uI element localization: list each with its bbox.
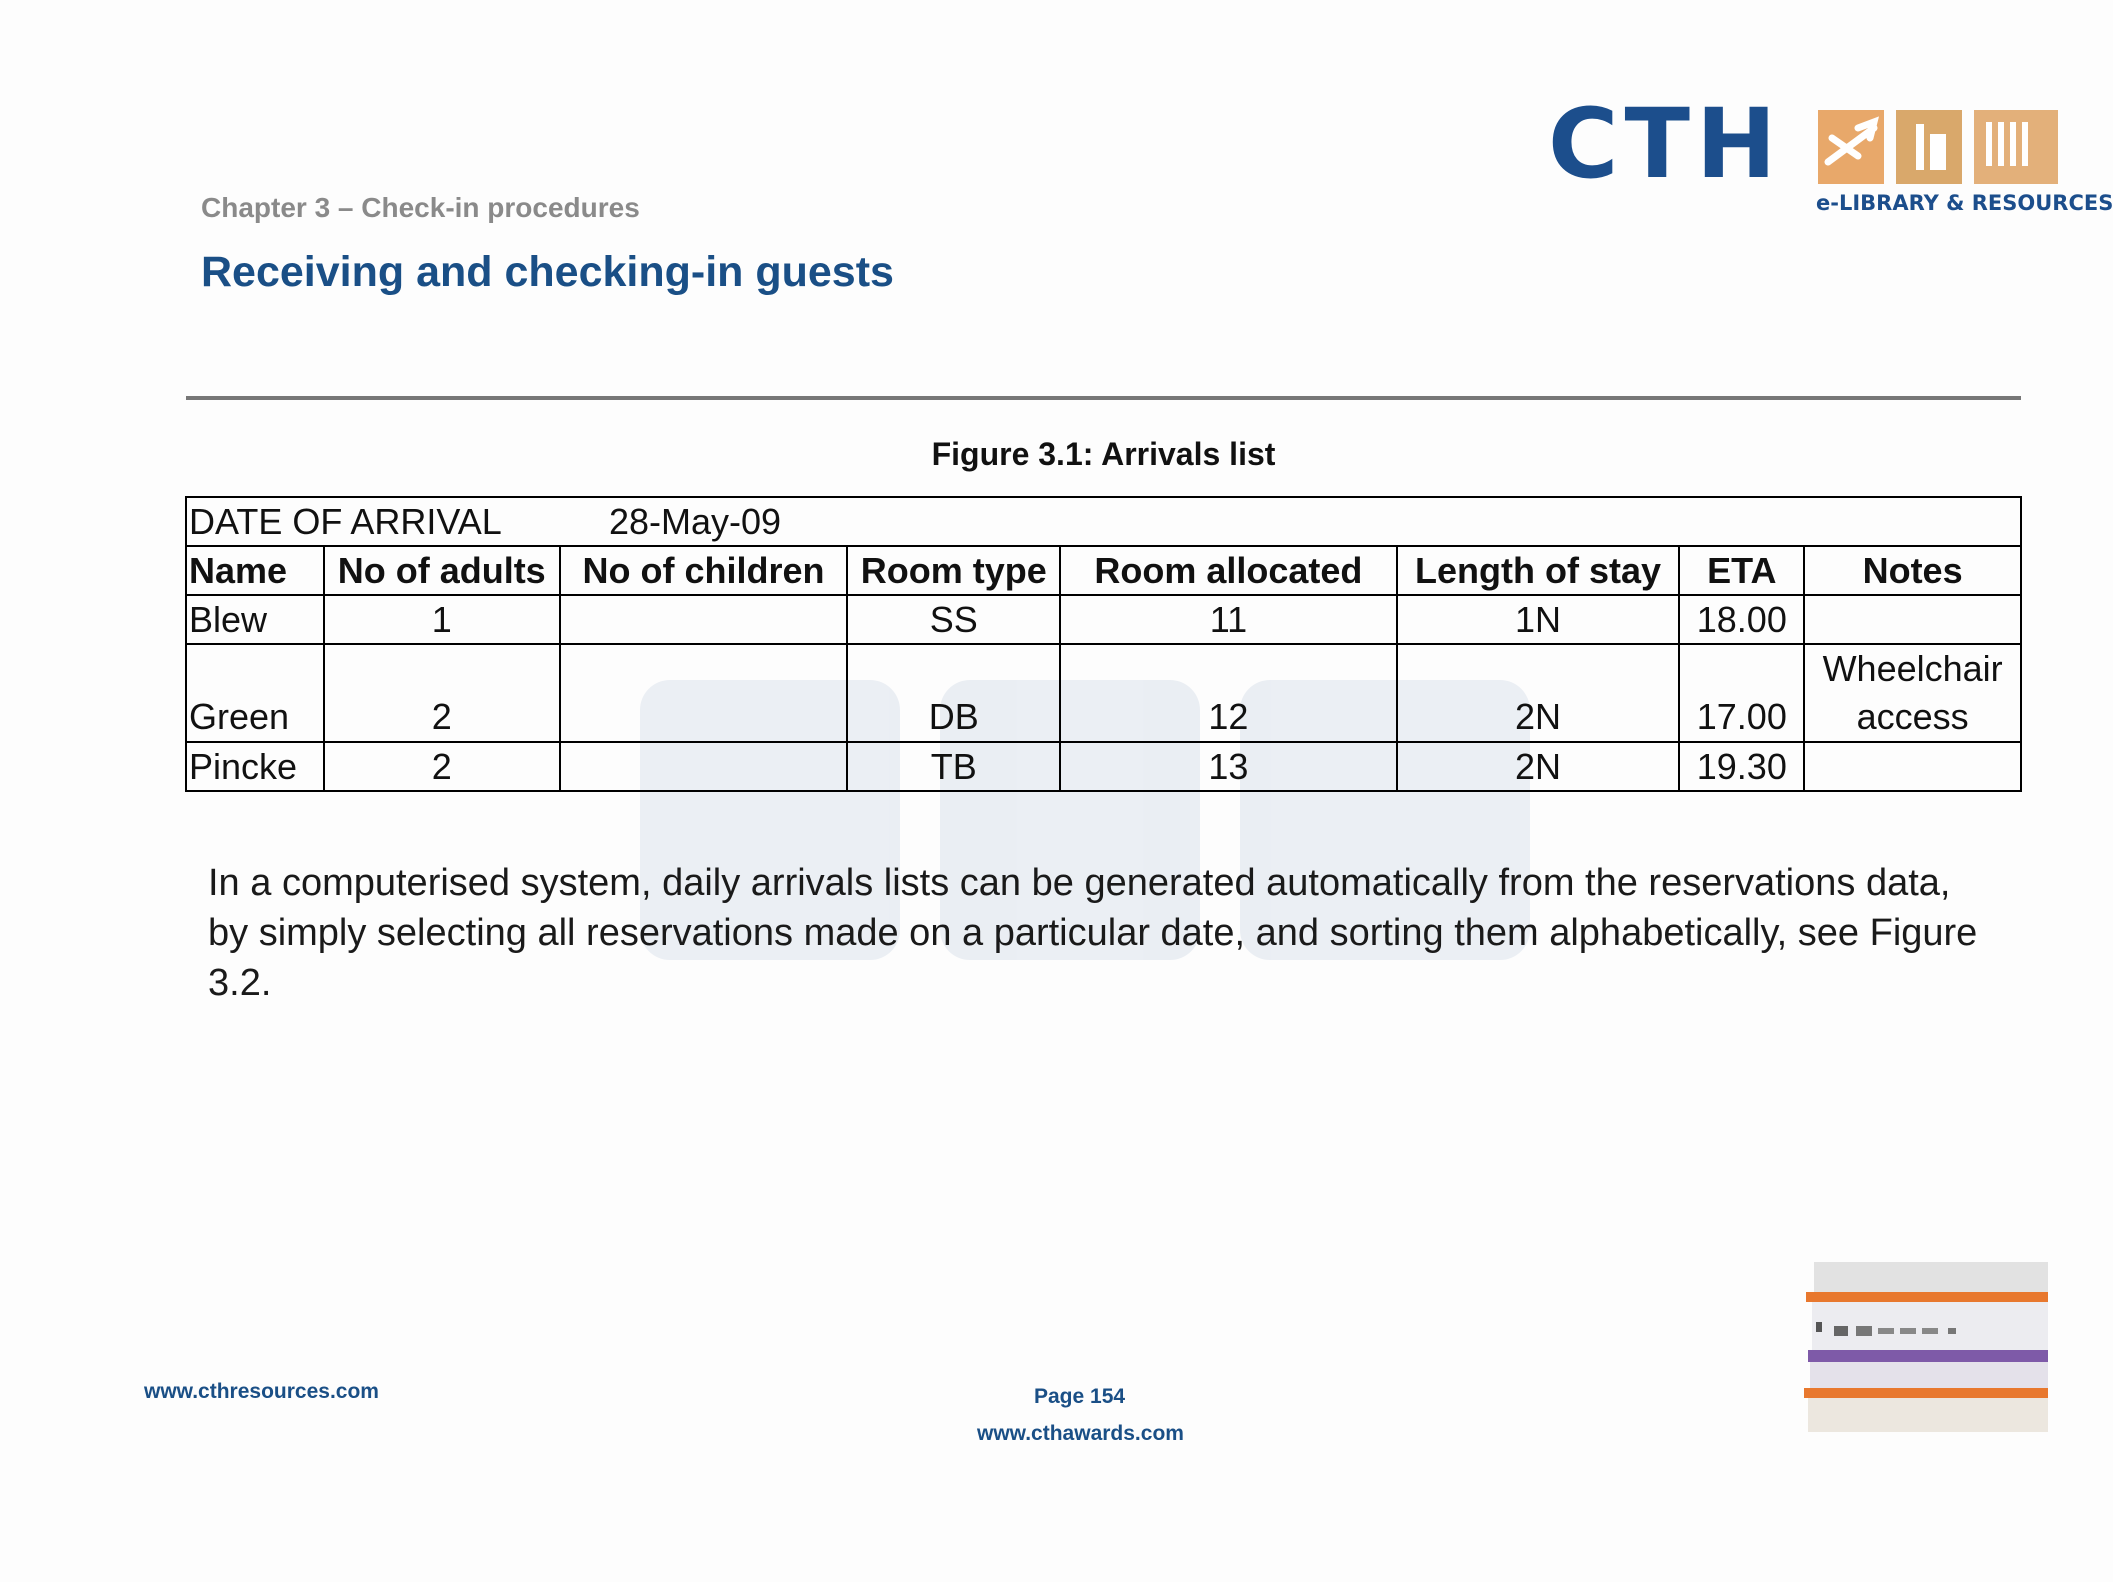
cell-room-type: DB bbox=[847, 644, 1060, 742]
date-value: 28-May-09 bbox=[609, 500, 782, 542]
cell-name: Pincke bbox=[186, 742, 324, 791]
table-row bbox=[186, 644, 2021, 742]
arrivals-table bbox=[185, 496, 2022, 792]
cell-room-type: SS bbox=[847, 595, 1060, 644]
column-header: No of adults bbox=[324, 546, 560, 595]
figure-caption: Figure 3.1: Arrivals list bbox=[931, 436, 1276, 472]
footer-awards-link[interactable]: www.cthawards.com bbox=[977, 1422, 1184, 1445]
cell-notes bbox=[1804, 742, 2021, 791]
body-paragraph: In a computerised system, daily arrivals lists can be generated automatically from the reservations data, by simply selecting all reservations made on a particular date, and sorting them alphabetically, see Figure 3.2. bbox=[208, 862, 1978, 1004]
cell-children bbox=[560, 595, 848, 644]
cell-adults: 1 bbox=[324, 595, 560, 644]
column-header: ETA bbox=[1679, 546, 1804, 595]
footer-resources-link[interactable]: www.cthresources.com bbox=[144, 1380, 379, 1403]
cell-adults: 2 bbox=[324, 742, 560, 791]
cth-logo bbox=[1548, 88, 2113, 220]
cell-length-of-stay: 2N bbox=[1397, 742, 1680, 791]
logo-tagline: e-LIBRARY & RESOURCES bbox=[1816, 191, 2113, 215]
cell-adults: 2 bbox=[324, 644, 560, 742]
chapter-heading: Chapter 3 – Check-in procedures bbox=[201, 192, 640, 223]
cell-children bbox=[560, 742, 848, 791]
cell-length-of-stay: 2N bbox=[1397, 644, 1680, 742]
cell-room-allocated: 12 bbox=[1060, 644, 1396, 742]
header-divider bbox=[186, 396, 2021, 400]
column-header: Name bbox=[186, 546, 324, 595]
cell-eta: 19.30 bbox=[1679, 742, 1804, 791]
logo-tiles-icon bbox=[1818, 110, 2058, 184]
column-header: Room allocated bbox=[1060, 546, 1396, 595]
cell-name: Blew bbox=[186, 595, 324, 644]
cell-room-allocated: 11 bbox=[1060, 595, 1396, 644]
logo-letters: CTH bbox=[1548, 88, 1783, 200]
cell-children bbox=[560, 644, 848, 742]
date-cell bbox=[186, 497, 2021, 546]
cell-name: Green bbox=[186, 644, 324, 742]
column-header: Length of stay bbox=[1397, 546, 1680, 595]
cell-notes bbox=[1804, 595, 2021, 644]
date-row bbox=[186, 497, 2021, 546]
table-header-row bbox=[186, 546, 2021, 595]
date-label: DATE OF ARRIVAL bbox=[189, 500, 502, 542]
books-stack-icon bbox=[1800, 1262, 2048, 1432]
cell-eta: 18.00 bbox=[1679, 595, 1804, 644]
table-row bbox=[186, 742, 2021, 791]
cell-room-type: TB bbox=[847, 742, 1060, 791]
table-row bbox=[186, 595, 2021, 644]
column-header: Notes bbox=[1804, 546, 2021, 595]
cell-notes: Wheelchair access bbox=[1804, 644, 2021, 742]
page-number: Page 154 bbox=[1034, 1385, 1126, 1408]
cell-room-allocated: 13 bbox=[1060, 742, 1396, 791]
column-header: Room type bbox=[847, 546, 1060, 595]
cell-length-of-stay: 1N bbox=[1397, 595, 1680, 644]
page-title: Receiving and checking-in guests bbox=[201, 248, 894, 296]
column-header: No of children bbox=[560, 546, 848, 595]
cell-eta: 17.00 bbox=[1679, 644, 1804, 742]
